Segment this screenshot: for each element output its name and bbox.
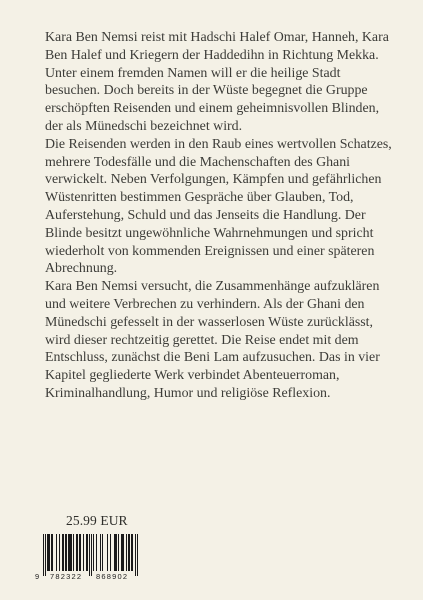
barcode-bar [73,534,74,571]
barcode-bar [68,534,72,571]
barcode-bar [47,534,50,571]
barcode-right-group: 868902 [96,572,129,581]
barcode-bar [65,534,67,571]
barcode-left-group: 782322 [50,572,83,581]
barcode-bar [51,534,53,571]
barcode-bar [107,534,108,571]
barcode-bar [131,534,133,571]
isbn-barcode [35,534,141,582]
barcode-bar [86,534,88,571]
blurb-paragraph-1: Kara Ben Nemsi reist mit Hadschi Halef Omar, Hanneh, Kara Ben Halef und Kriegern der Haddedihn in Richtung Mekka. Unter einem fremden Namen will er die heilige Stadt besuchen. Doch bereits in der Wüste begegnet die Gruppe erschöpften Reisenden und einem geheimnisvollen Blinden, der als Münedschi bezeichnet wird. [45,30,389,134]
barcode-bar [96,534,97,571]
barcode-bar [102,534,103,571]
barcode-digits [35,572,141,582]
barcode-bar [43,534,44,576]
barcode-bar [110,534,111,571]
barcode-first-digit: 9 [35,572,40,581]
barcode-bar [126,534,127,571]
barcode-bar [91,534,92,576]
barcode-bar [118,534,119,571]
barcode-bar [135,534,136,576]
barcode-bar [93,534,94,571]
blurb-text [45,29,393,403]
price-label: 25.99 EUR [66,513,128,528]
barcode-bar [59,534,60,571]
barcode-bar [62,534,64,571]
barcode-bar [89,534,90,576]
barcode-bar [100,534,101,571]
barcode-bar [83,534,84,571]
barcode-bar [137,534,138,576]
barcode-bar [76,534,78,571]
barcode-bar [45,534,46,576]
barcode-bar [79,534,81,571]
barcode-bar [114,534,117,571]
barcode-bar [56,534,57,571]
barcode-bar [121,534,124,571]
blurb-paragraph-3: Kara Ben Nemsi versucht, die Zusammenhänge aufzuklären und weitere Verbrechen zu verhindern. Als der Ghani den Münedschi gefesselt in der wasserlosen Wüste zurücklässt, wird dieser rechtzeitig gerettet. Die Reise endet mit dem Entschluss, zunächst die Beni Lam aufzusuchen. Das in vier Kapitel gegliederte Werk verbindet Abenteuerroman, Kriminalhandlung, Humor und religiöse Reflexion. [45,279,380,401]
barcode-bar [128,534,130,571]
blurb-paragraph-2: Die Reisenden werden in den Raub eines wertvollen Schatzes, mehrere Todesfälle und die Machenschaften des Ghani verwickelt. Neben Verfolgungen, Kämpfen und gefährlichen Wüstenritten bestimmen Gespräche über Glauben, Tod, Auferstehung, Schuld und das Jenseits die Handlung. Der Blinde besitzt ungewöhnliche Wahrnehmungen und spricht wiederholt von kommenden Ereignissen und einer späteren Abrechnung. [45,136,392,277]
